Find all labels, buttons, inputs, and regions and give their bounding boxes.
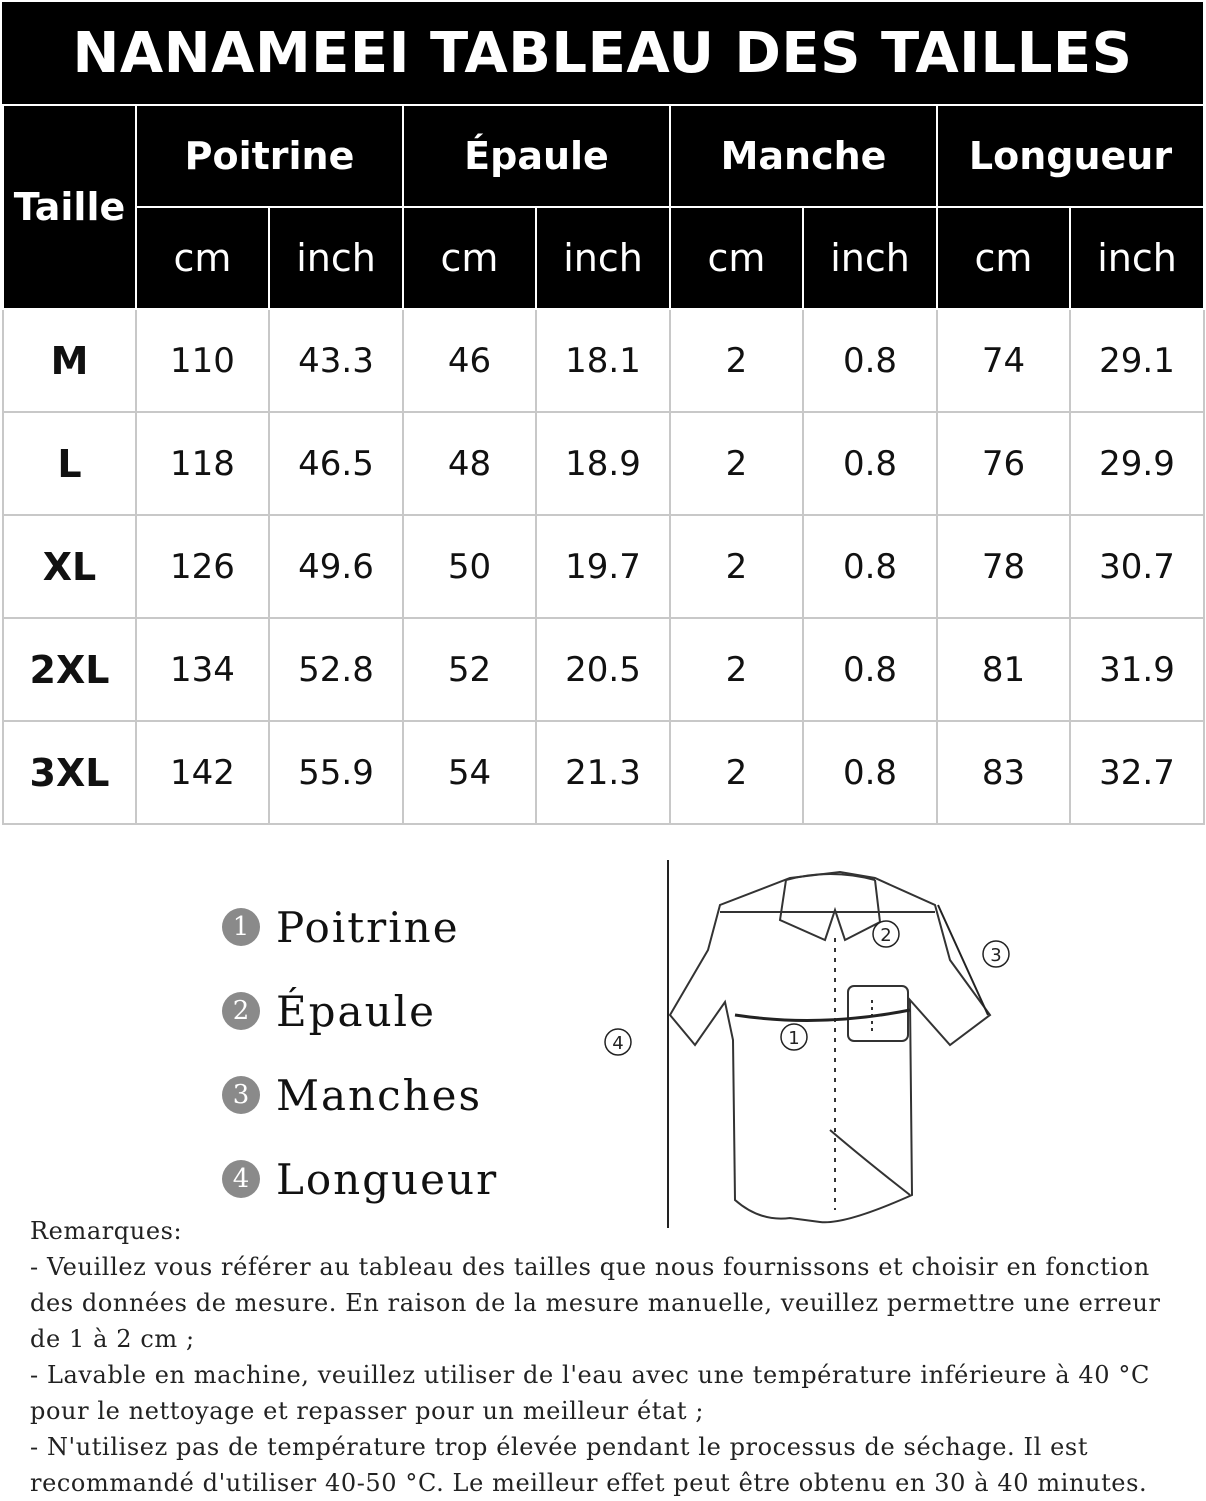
notes-section [30, 1213, 1180, 1501]
table-cell: 29.1 [1070, 309, 1204, 412]
legend-item-manches [222, 1053, 498, 1137]
unit-header: cm [403, 207, 536, 309]
legend-item-poitrine [222, 885, 498, 969]
table-cell: 52 [403, 618, 536, 721]
table-cell: 2 [670, 618, 803, 721]
group-header-longueur: Longueur [937, 105, 1204, 207]
table-cell: 54 [403, 721, 536, 824]
unit-header: cm [670, 207, 803, 309]
legend-number-badge: 1 [222, 908, 260, 946]
table-cell: 2 [670, 515, 803, 618]
measurement-legend [222, 885, 498, 1221]
size-cell: M [3, 309, 136, 412]
legend-label: Manches [276, 1070, 483, 1120]
table-cell: 32.7 [1070, 721, 1204, 824]
table-row [3, 309, 1204, 412]
table-cell: 19.7 [536, 515, 670, 618]
table-cell: 49.6 [269, 515, 403, 618]
table-cell: 76 [937, 412, 1070, 515]
marker-1 [781, 1024, 807, 1050]
page-title: NANAMEEI TABLEAU DES TAILLES [2, 2, 1203, 104]
chest-line [735, 1010, 910, 1020]
table-cell: 110 [136, 309, 269, 412]
table-cell: 18.9 [536, 412, 670, 515]
table-cell: 2 [670, 412, 803, 515]
table-cell: 31.9 [1070, 618, 1204, 721]
unit-header: inch [1070, 207, 1204, 309]
size-cell: L [3, 412, 136, 515]
marker-label: 1 [788, 1028, 800, 1049]
legend-item-longueur [222, 1137, 498, 1221]
table-cell: 50 [403, 515, 536, 618]
sleeve-line [938, 905, 988, 1015]
table-cell: 0.8 [803, 309, 937, 412]
table-cell: 20.5 [536, 618, 670, 721]
unit-header: inch [536, 207, 670, 309]
size-cell: 2XL [3, 618, 136, 721]
unit-header: cm [937, 207, 1070, 309]
table-cell: 29.9 [1070, 412, 1204, 515]
note-item: - Lavable en machine, veuillez utiliser de l'eau avec une température inférieure à 40 °C pour le nettoyage et repasser pour un meilleur état ; [30, 1361, 1150, 1425]
table-cell: 46.5 [269, 412, 403, 515]
table-cell: 78 [937, 515, 1070, 618]
table-cell: 52.8 [269, 618, 403, 721]
table-cell: 83 [937, 721, 1070, 824]
table-row [3, 618, 1204, 721]
group-header-poitrine: Poitrine [136, 105, 403, 207]
legend-item-epaule [222, 969, 498, 1053]
marker-label: 3 [990, 945, 1002, 966]
legend-number-badge: 3 [222, 1076, 260, 1114]
marker-label: 4 [612, 1033, 624, 1054]
table-cell: 134 [136, 618, 269, 721]
marker-4 [605, 1029, 631, 1055]
legend-label: Épaule [276, 986, 436, 1036]
table-cell: 18.1 [536, 309, 670, 412]
table-cell: 0.8 [803, 618, 937, 721]
size-cell: 3XL [3, 721, 136, 824]
marker-3 [983, 941, 1009, 967]
notes-heading: Remarques: [30, 1217, 183, 1245]
table-cell: 30.7 [1070, 515, 1204, 618]
table-cell: 81 [937, 618, 1070, 721]
table-cell: 0.8 [803, 412, 937, 515]
table-cell: 48 [403, 412, 536, 515]
table-row [3, 515, 1204, 618]
table-cell: 0.8 [803, 721, 937, 824]
unit-header: inch [803, 207, 937, 309]
table-cell: 74 [937, 309, 1070, 412]
shirt-measurement-icon [590, 850, 1040, 1235]
table-row [3, 721, 1204, 824]
marker-label: 2 [880, 925, 892, 946]
unit-header: inch [269, 207, 403, 309]
legend-label: Longueur [276, 1154, 499, 1204]
note-item: - N'utilisez pas de température trop élevée pendant le processus de séchage. Il est recommandé d'utiliser 40-50 °C. Le meilleur effet peut être obtenu en 30 à 40 minutes. [30, 1433, 1148, 1497]
table-cell: 21.3 [536, 721, 670, 824]
table-cell: 0.8 [803, 515, 937, 618]
table-cell: 55.9 [269, 721, 403, 824]
note-item: - Veuillez vous référer au tableau des tailles que nous fournissons et choisir en fonction des données de mesure. En raison de la mesure manuelle, veuillez permettre une erreur de 1 à 2 cm ; [30, 1253, 1161, 1353]
size-cell: XL [3, 515, 136, 618]
table-cell: 46 [403, 309, 536, 412]
table-cell: 43.3 [269, 309, 403, 412]
group-header-manche: Manche [670, 105, 937, 207]
table-row [3, 412, 1204, 515]
legend-number-badge: 2 [222, 992, 260, 1030]
size-column-header: Taille [3, 105, 136, 309]
table-cell: 142 [136, 721, 269, 824]
group-header-epaule: Épaule [403, 105, 670, 207]
table-cell: 2 [670, 309, 803, 412]
legend-number-badge: 4 [222, 1160, 260, 1198]
table-cell: 2 [670, 721, 803, 824]
unit-header: cm [136, 207, 269, 309]
marker-2 [873, 921, 899, 947]
size-table [2, 104, 1205, 825]
table-cell: 126 [136, 515, 269, 618]
table-cell: 118 [136, 412, 269, 515]
legend-label: Poitrine [276, 902, 460, 952]
